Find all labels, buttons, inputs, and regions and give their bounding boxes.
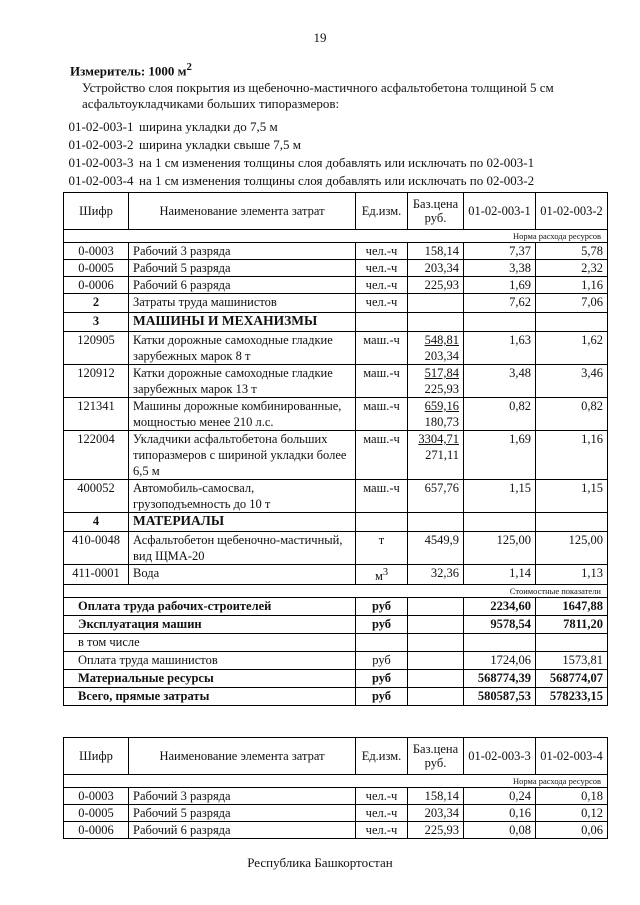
item-code: 01-02-003-4 — [68, 173, 134, 188]
cell-name: Рабочий 6 разряда — [129, 277, 356, 294]
empty-cell — [408, 313, 464, 332]
cost-v1 — [464, 634, 536, 652]
cell-name: Рабочий 3 разряда — [129, 788, 356, 805]
unit-base: м — [374, 569, 383, 584]
cell-v2: 125,00 — [536, 532, 608, 565]
header-code: Шифр — [64, 193, 129, 230]
cell-name: Рабочий 6 разряда — [129, 822, 356, 839]
cell-name: Укладчики асфальтобетона больших типоразмеров с шириной укладки более 6,5 м — [129, 431, 356, 480]
norm-label: Норма расхода ресурсов — [64, 775, 608, 788]
cell-price: 203,34 — [408, 260, 464, 277]
price-main: 548,81 — [424, 333, 459, 347]
cell-code: 400052 — [64, 480, 129, 513]
resource-table-1 — [63, 192, 608, 706]
section-code: 4 — [64, 513, 129, 532]
table-row — [64, 332, 608, 365]
cell-v2: 0,82 — [536, 398, 608, 431]
cost-v2: 1647,88 — [536, 598, 608, 616]
cell-v2: 0,18 — [536, 788, 608, 805]
cost-row — [64, 670, 608, 688]
cell-code: 0-0005 — [64, 260, 129, 277]
cell-v1: 0,08 — [464, 822, 536, 839]
cell-code: 0-0003 — [64, 788, 129, 805]
cell-v1: 3,48 — [464, 365, 536, 398]
cell-v1: 1,14 — [464, 565, 536, 585]
cell-v2: 5,78 — [536, 243, 608, 260]
cell-v1: 1,69 — [464, 431, 536, 480]
table-row — [64, 243, 608, 260]
cell-price — [408, 294, 464, 313]
cost-unit: руб — [356, 598, 408, 616]
cell-code: 0-0006 — [64, 277, 129, 294]
cell-price — [408, 365, 464, 398]
cost-name: Оплата труда рабочих-строителей — [64, 598, 356, 616]
cost-name: Материальные ресурсы — [64, 670, 356, 688]
cost-unit: руб — [356, 670, 408, 688]
cost-v2: 7811,20 — [536, 616, 608, 634]
cell-code: 411-0001 — [64, 565, 129, 585]
table-row — [64, 788, 608, 805]
empty-cell — [408, 652, 464, 670]
empty-cell — [408, 598, 464, 616]
cost-row — [64, 634, 608, 652]
cell-price: 225,93 — [408, 822, 464, 839]
cell-v2: 1,16 — [536, 277, 608, 294]
item-code: 01-02-003-3 — [68, 155, 134, 170]
empty-cell — [408, 688, 464, 706]
cost-row — [64, 598, 608, 616]
cell-unit: чел.-ч — [356, 243, 408, 260]
page-number: 19 — [313, 30, 327, 45]
cell-v2: 3,46 — [536, 365, 608, 398]
table-row — [64, 260, 608, 277]
cell-v2: 2,32 — [536, 260, 608, 277]
cell-v2: 1,16 — [536, 431, 608, 480]
cell-code: 0-0006 — [64, 822, 129, 839]
cost-v1: 568774,39 — [464, 670, 536, 688]
cost-v2 — [536, 634, 608, 652]
cost-v1: 1724,06 — [464, 652, 536, 670]
cell-name: Машины дорожные комбинированные, мощностью менее 210 л.с. — [129, 398, 356, 431]
cell-name: Рабочий 5 разряда — [129, 260, 356, 277]
cost-unit: руб — [356, 652, 408, 670]
item-row — [63, 173, 534, 189]
cell-price: 657,76 — [408, 480, 464, 513]
cell-price: 225,93 — [408, 277, 464, 294]
cell-v2: 0,12 — [536, 805, 608, 822]
measure-label: Измеритель: 1000 м — [70, 63, 187, 79]
cell-code: 120912 — [64, 365, 129, 398]
resource-table-2 — [63, 737, 608, 839]
cost-v2: 578233,15 — [536, 688, 608, 706]
item-code: 01-02-003-2 — [68, 137, 134, 152]
cost-row — [64, 616, 608, 634]
empty-cell — [408, 634, 464, 652]
cell-v1: 0,16 — [464, 805, 536, 822]
cell-code: 0-0005 — [64, 805, 129, 822]
cost-v2: 1573,81 — [536, 652, 608, 670]
header-unit: Ед.изм. — [356, 738, 408, 775]
item-text: ширина укладки до 7,5 м — [139, 119, 278, 134]
price-main: 659,16 — [424, 399, 459, 413]
table-row — [64, 565, 608, 585]
cell-unit: т — [356, 532, 408, 565]
item-row — [63, 119, 278, 135]
table-row — [64, 365, 608, 398]
cell-v1: 1,15 — [464, 480, 536, 513]
cell-code: 122004 — [64, 431, 129, 480]
cost-name: в том числе — [64, 634, 356, 652]
cell-name: Автомобиль-самосвал, грузоподъемность до 10 т — [129, 480, 356, 513]
table-row — [64, 805, 608, 822]
cell-v1: 0,82 — [464, 398, 536, 431]
cell-code: 121341 — [64, 398, 129, 431]
cell-price — [408, 398, 464, 431]
cell-unit: чел.-ч — [356, 805, 408, 822]
cell-unit: чел.-ч — [356, 822, 408, 839]
cell-price: 32,36 — [408, 565, 464, 585]
cell-name: Рабочий 3 разряда — [129, 243, 356, 260]
table-row — [64, 398, 608, 431]
table-row — [64, 480, 608, 513]
empty-cell — [408, 670, 464, 688]
cost-v2: 568774,07 — [536, 670, 608, 688]
cell-v2: 0,06 — [536, 822, 608, 839]
cell-unit: маш.-ч — [356, 365, 408, 398]
cell-name: Вода — [129, 565, 356, 585]
header-code: Шифр — [64, 738, 129, 775]
footer-region: Республика Башкортостан — [247, 855, 393, 870]
cost-label-row — [64, 585, 608, 598]
header-price: Баз.цена руб. — [408, 193, 464, 230]
price-operator: 225,93 — [424, 382, 459, 396]
cell-v2: 1,15 — [536, 480, 608, 513]
empty-cell — [356, 513, 408, 532]
price-operator: 271,11 — [425, 448, 459, 462]
item-code: 01-02-003-1 — [68, 119, 134, 134]
item-text: ширина укладки свыше 7,5 м — [139, 137, 302, 152]
header-col1: 01-02-003-3 — [464, 738, 536, 775]
cell-unit: чел.-ч — [356, 277, 408, 294]
price-main: 517,84 — [424, 366, 459, 380]
cell-code: 0-0003 — [64, 243, 129, 260]
empty-cell — [464, 313, 536, 332]
cost-unit: руб — [356, 616, 408, 634]
cell-unit — [356, 565, 408, 585]
header-col2: 01-02-003-2 — [536, 193, 608, 230]
header-col2: 01-02-003-4 — [536, 738, 608, 775]
norm-label: Норма расхода ресурсов — [64, 230, 608, 243]
measure-unit — [70, 61, 192, 79]
empty-cell — [356, 313, 408, 332]
cost-name: Всего, прямые затраты — [64, 688, 356, 706]
cell-code: 410-0048 — [64, 532, 129, 565]
table-row — [64, 532, 608, 565]
norm-row — [64, 775, 608, 788]
cell-unit: чел.-ч — [356, 294, 408, 313]
cell-price: 203,34 — [408, 805, 464, 822]
table-header — [64, 193, 608, 230]
header-col1: 01-02-003-1 — [464, 193, 536, 230]
section-title: МАТЕРИАЛЫ — [129, 513, 356, 532]
cost-name: Эксплуатация машин — [64, 616, 356, 634]
cost-v1: 9578,54 — [464, 616, 536, 634]
cell-name: Асфальтобетон щебеночно-мастичный, вид ЩМА-20 — [129, 532, 356, 565]
header-price: Баз.цена руб. — [408, 738, 464, 775]
header-unit: Ед.изм. — [356, 193, 408, 230]
cell-price: 158,14 — [408, 788, 464, 805]
cost-row — [64, 652, 608, 670]
cell-name: Катки дорожные самоходные гладкие зарубежных марок 8 т — [129, 332, 356, 365]
section-title: МАШИНЫ И МЕХАНИЗМЫ — [129, 313, 356, 332]
cell-price: 158,14 — [408, 243, 464, 260]
cost-label: Стоимостные показатели — [64, 585, 608, 598]
measure-sup: 2 — [186, 61, 192, 73]
table-row — [64, 822, 608, 839]
section-row — [64, 513, 608, 532]
cost-row — [64, 688, 608, 706]
cell-v1: 0,24 — [464, 788, 536, 805]
price-operator: 203,34 — [424, 349, 459, 363]
cost-v1: 580587,53 — [464, 688, 536, 706]
cell-name: Катки дорожные самоходные гладкие зарубежных марок 13 т — [129, 365, 356, 398]
table-row — [64, 277, 608, 294]
empty-cell — [464, 513, 536, 532]
cell-name: Затраты труда машинистов — [129, 294, 356, 313]
cell-v1: 1,63 — [464, 332, 536, 365]
cell-unit: маш.-ч — [356, 398, 408, 431]
work-description: Устройство слоя покрытия из щебеночно-мастичного асфальтобетона толщиной 5 см асфальтоукладчиками больших типоразмеров: — [82, 80, 554, 111]
cell-v1: 7,37 — [464, 243, 536, 260]
item-row — [63, 155, 534, 171]
item-row — [63, 137, 301, 153]
cell-unit: маш.-ч — [356, 332, 408, 365]
price-main: 3304,71 — [418, 432, 459, 446]
cell-price: 4549,9 — [408, 532, 464, 565]
section-row — [64, 313, 608, 332]
table-row — [64, 431, 608, 480]
unit-sup: 3 — [382, 567, 389, 578]
norm-row — [64, 230, 608, 243]
cell-v2: 1,62 — [536, 332, 608, 365]
cost-name: Оплата труда машинистов — [64, 652, 356, 670]
cell-v1: 125,00 — [464, 532, 536, 565]
cost-v1: 2234,60 — [464, 598, 536, 616]
empty-cell — [408, 616, 464, 634]
cell-code: 2 — [64, 294, 129, 313]
item-text: на 1 см изменения толщины слоя добавлять или исключать по 02-003-2 — [139, 173, 535, 188]
item-text: на 1 см изменения толщины слоя добавлять или исключать по 02-003-1 — [139, 155, 535, 170]
header-name: Наименование элемента затрат — [129, 193, 356, 230]
cell-price — [408, 431, 464, 480]
cell-unit: маш.-ч — [356, 480, 408, 513]
table-header — [64, 738, 608, 775]
section-code: 3 — [64, 313, 129, 332]
cell-unit: чел.-ч — [356, 788, 408, 805]
cell-v2: 7,06 — [536, 294, 608, 313]
empty-cell — [536, 513, 608, 532]
empty-cell — [536, 313, 608, 332]
cell-price — [408, 332, 464, 365]
cell-unit: маш.-ч — [356, 431, 408, 480]
cost-unit — [356, 634, 408, 652]
cell-name: Рабочий 5 разряда — [129, 805, 356, 822]
cell-v1: 3,38 — [464, 260, 536, 277]
empty-cell — [408, 513, 464, 532]
cost-unit: руб — [356, 688, 408, 706]
cell-code: 120905 — [64, 332, 129, 365]
operators-row — [64, 294, 608, 313]
header-name: Наименование элемента затрат — [129, 738, 356, 775]
price-operator: 180,73 — [424, 415, 459, 429]
cell-unit: чел.-ч — [356, 260, 408, 277]
cell-v1: 7,62 — [464, 294, 536, 313]
cell-v2: 1,13 — [536, 565, 608, 585]
cell-v1: 1,69 — [464, 277, 536, 294]
